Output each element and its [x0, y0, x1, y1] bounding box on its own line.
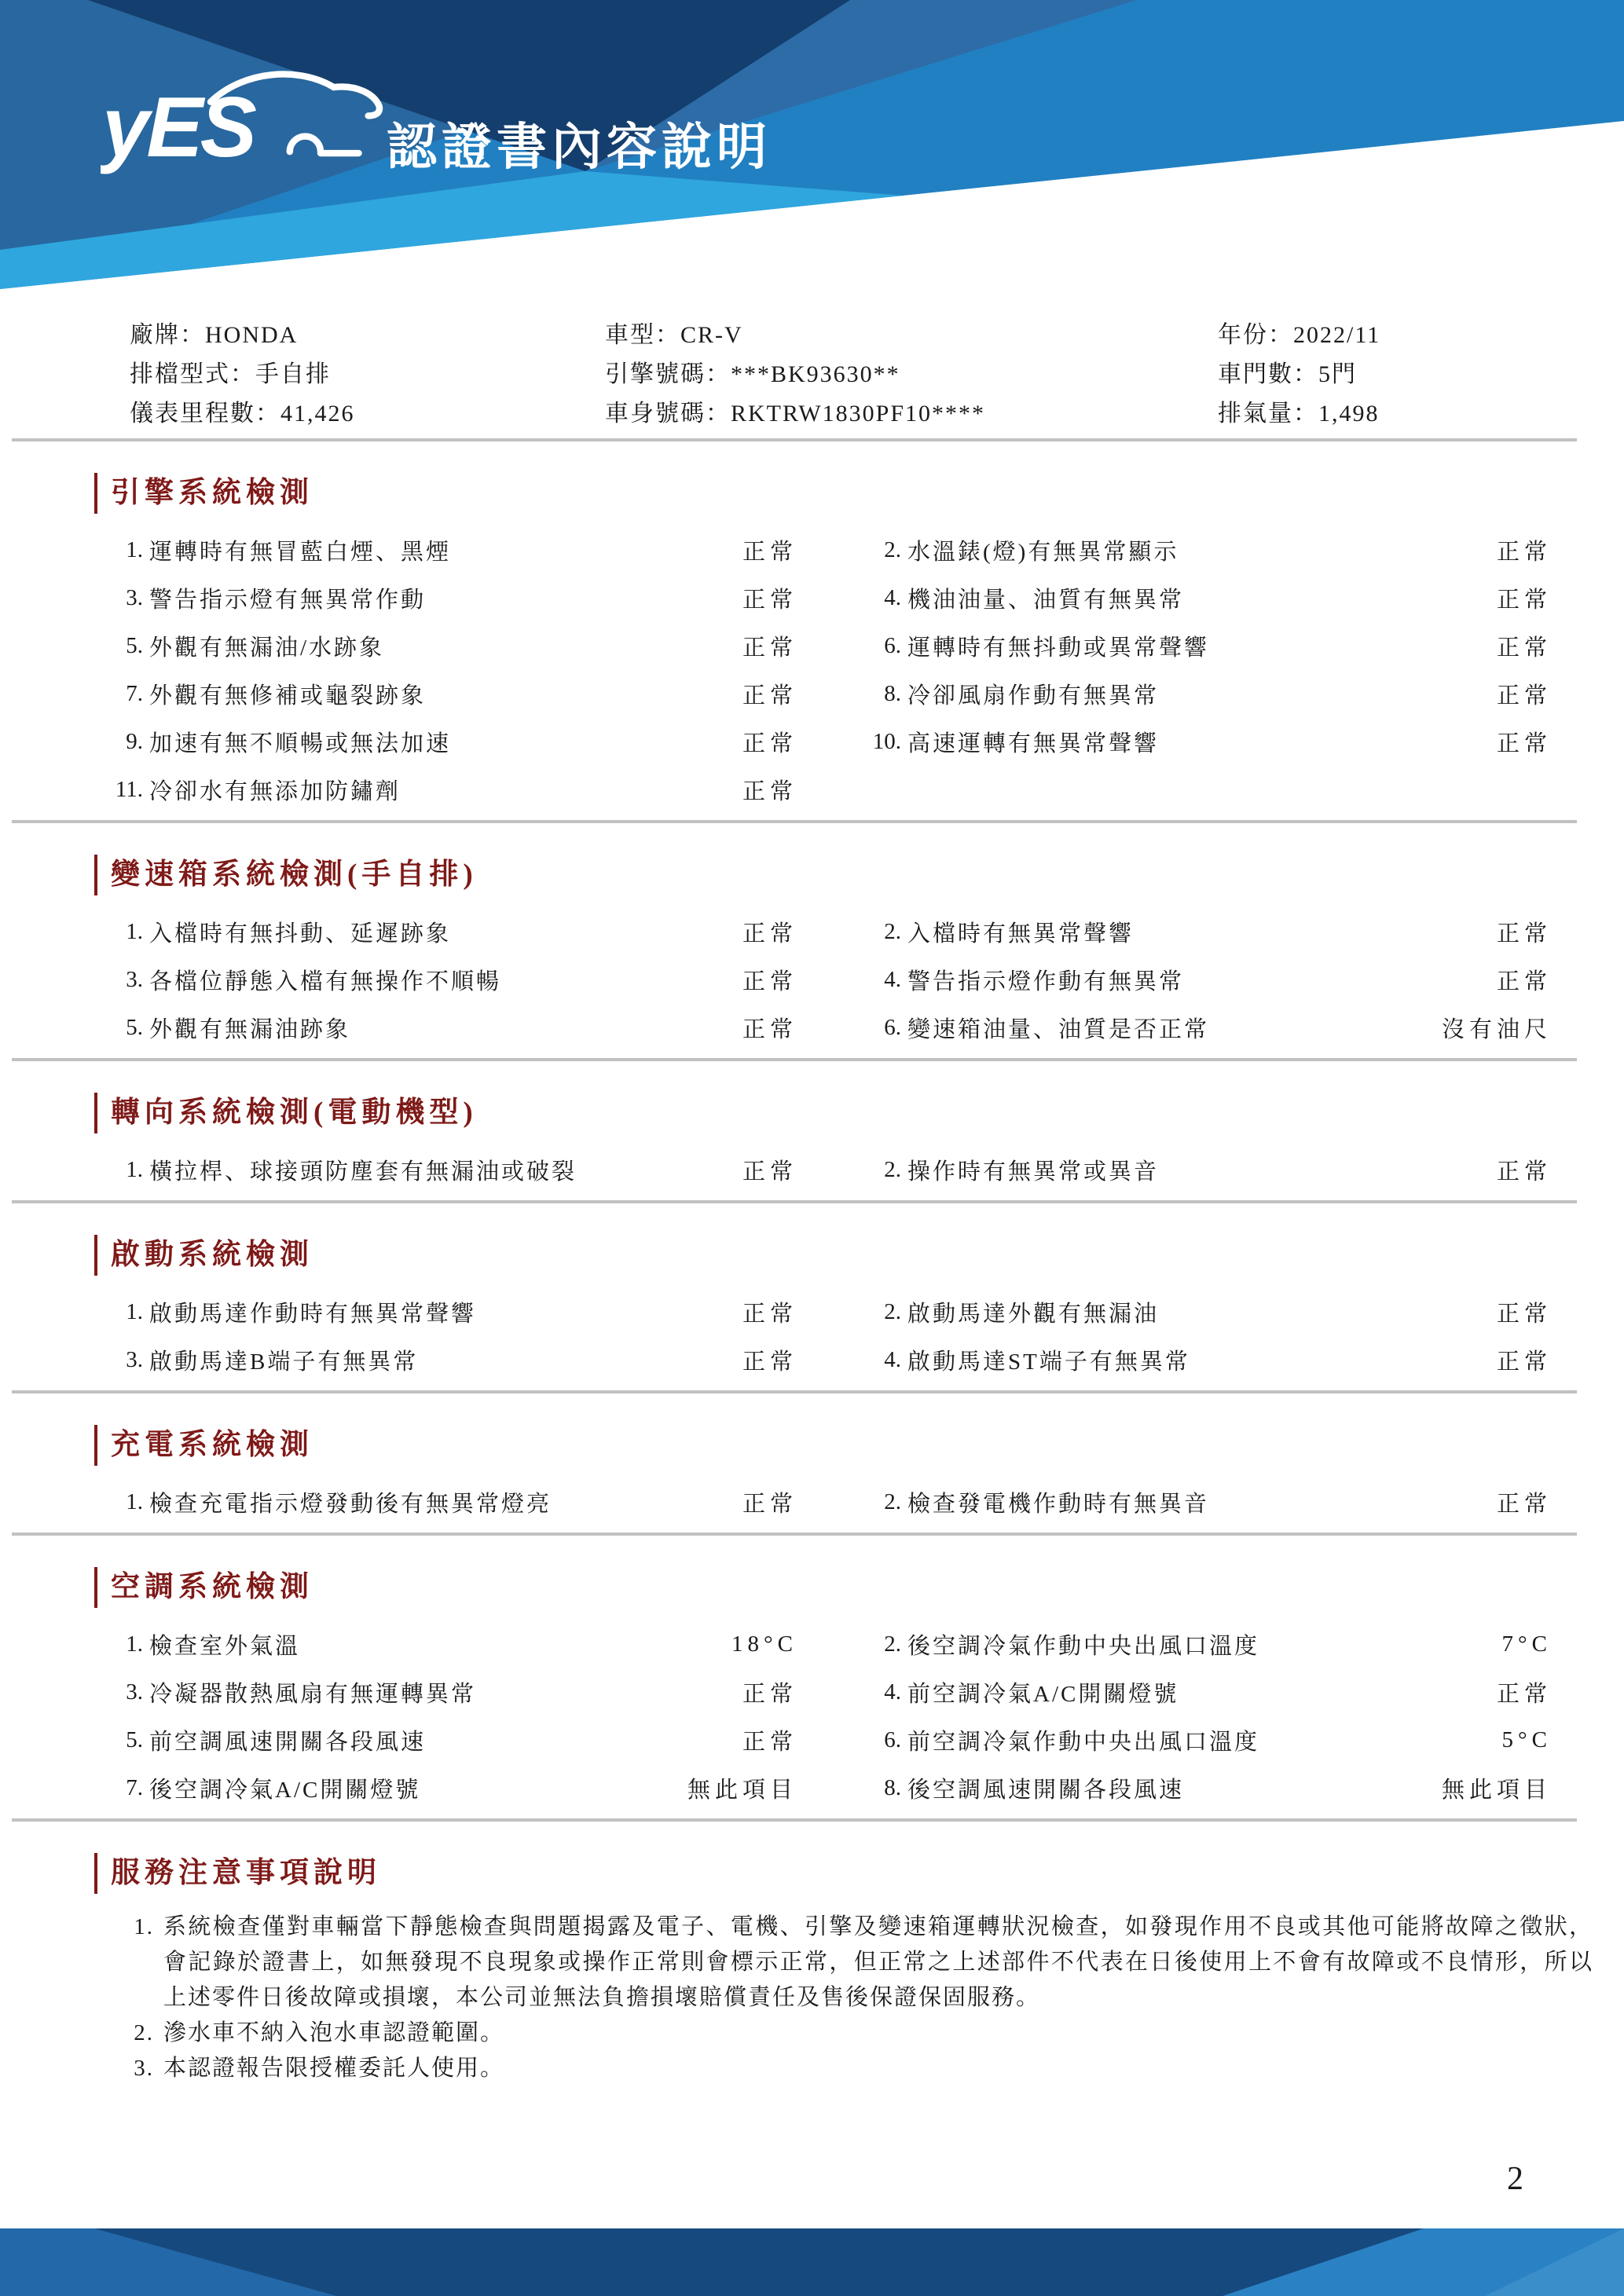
item-label: 操作時有無異常或異音: [907, 1159, 1160, 1185]
section-steering: [0, 1093, 1624, 1203]
section-rows: [102, 1620, 1624, 1812]
car-wheel-arch: [290, 137, 321, 152]
item-number: 1.: [126, 1299, 143, 1324]
item-result: 無此項目: [1441, 1778, 1552, 1803]
item-number: 8.: [884, 1775, 901, 1800]
section-aircon: [0, 1567, 1624, 1822]
item-label: 後空調冷氣A/C開關燈號: [149, 1778, 421, 1803]
item-result: 正常: [742, 1492, 797, 1517]
item-result: 正常: [742, 588, 797, 613]
item-number: 1.: [126, 1489, 143, 1514]
header-banner: [0, 0, 1624, 298]
item-number: 1.: [126, 1631, 143, 1657]
inspection-item: [860, 726, 1552, 758]
section-title: 轉向系統檢測(電動機型): [94, 1093, 1624, 1133]
item-number: 3.: [126, 1347, 143, 1372]
inspection-item: [102, 1724, 797, 1756]
vehicle-info-field: 排檔型式：手自排: [130, 361, 331, 387]
inspection-item: [860, 1628, 1552, 1661]
inspection-row: [102, 956, 1624, 1004]
item-label: 外觀有無漏油跡象: [149, 1017, 351, 1042]
item-number: 5.: [126, 1727, 143, 1752]
logo-text: yES: [101, 79, 255, 174]
inspection-item: [860, 534, 1552, 566]
vehicle-info-field: 廠牌：HONDA: [130, 322, 299, 348]
item-result: 正常: [742, 1682, 797, 1707]
inspection-item: [102, 726, 797, 758]
item-label: 啟動馬達ST端子有無異常: [907, 1349, 1190, 1375]
item-number: 7.: [126, 681, 143, 706]
inspection-row: [102, 1146, 1624, 1194]
inspection-sections: [0, 473, 1624, 1822]
item-result: 正常: [1496, 1492, 1552, 1517]
inspection-item: [860, 1154, 1552, 1186]
item-number: 9.: [126, 729, 143, 754]
section-divider: [12, 1390, 1577, 1393]
inspection-row: [102, 526, 1624, 574]
inspection-item: [102, 678, 797, 710]
item-label: 冷卻風扇作動有無異常: [907, 683, 1160, 709]
note-text: 滲水車不納入泡水車認證範圍。: [163, 2020, 505, 2045]
item-label: 入檔時有無異常聲響: [907, 921, 1135, 947]
inspection-row: [102, 1336, 1624, 1384]
inspection-item: [102, 1486, 797, 1518]
inspection-item: [860, 678, 1552, 710]
inspection-item: [102, 582, 797, 614]
inspection-item: [860, 1296, 1552, 1328]
item-label: 前空調冷氣A/C開關燈號: [907, 1682, 1179, 1707]
inspection-row: [102, 574, 1624, 622]
item-result: 正常: [1496, 588, 1552, 613]
item-label: 橫拉桿、球接頭防塵套有無漏油或破裂: [149, 1159, 577, 1185]
inspection-item: [860, 582, 1552, 614]
inspection-row: [102, 670, 1624, 718]
item-label: 冷卻水有無添加防鏽劑: [149, 779, 401, 804]
section-gearbox: [0, 855, 1624, 1061]
item-result: 正常: [742, 1730, 797, 1755]
service-notes-section: [0, 1853, 1624, 2086]
item-result: 正常: [1496, 969, 1552, 994]
vehicle-info-field: 引擎號碼：***BK93630**: [605, 361, 900, 387]
section-divider: [12, 820, 1577, 823]
inspection-row: [102, 908, 1624, 956]
section-title: 引擎系統檢測: [94, 473, 1624, 514]
item-number: 2.: [884, 1157, 901, 1182]
item-result: 沒有油尺: [1441, 1017, 1552, 1042]
item-number: 10.: [872, 729, 901, 754]
item-result: 正常: [1496, 540, 1552, 565]
item-label: 高速運轉有無異常聲響: [907, 731, 1160, 756]
item-result: 正常: [742, 1302, 797, 1327]
item-number: 2.: [884, 919, 901, 944]
inspection-item: [102, 1628, 797, 1661]
inspection-row: [102, 1668, 1624, 1716]
note-item: [118, 1910, 1624, 2016]
item-label: 檢查室外氣溫: [149, 1634, 301, 1659]
item-result: 正常: [1496, 1302, 1552, 1327]
section-charging: [0, 1425, 1624, 1536]
item-label: 前空調冷氣作動中央出風口溫度: [907, 1730, 1260, 1755]
section-starter: [0, 1235, 1624, 1393]
item-result: 7°C: [1501, 1631, 1552, 1657]
item-number: 7.: [126, 1775, 143, 1800]
item-number: 1.: [126, 1157, 143, 1182]
item-number: 4.: [884, 967, 901, 992]
inspection-item: [102, 1296, 797, 1328]
section-rows: [102, 526, 1624, 814]
section-divider: [12, 438, 1577, 441]
item-label: 啟動馬達B端子有無異常: [149, 1349, 419, 1375]
item-label: 各檔位靜態入檔有無操作不順暢: [149, 969, 502, 994]
item-result: 正常: [1496, 635, 1552, 661]
note-number: 3.: [134, 2056, 154, 2081]
item-label: 變速箱油量、油質是否正常: [907, 1017, 1210, 1042]
inspection-item: [860, 916, 1552, 948]
inspection-row: [102, 1288, 1624, 1336]
inspection-item: [102, 774, 797, 806]
vehicle-info: [130, 313, 1624, 430]
item-number: 1.: [126, 537, 143, 562]
yes-car-logo: [101, 61, 409, 181]
inspection-row: [102, 1716, 1624, 1764]
item-label: 水溫錶(燈)有無異常顯示: [907, 540, 1179, 565]
inspection-item: [860, 1012, 1552, 1044]
item-label: 警告指示燈有無異常作動: [149, 588, 427, 613]
item-number: 2.: [884, 1299, 901, 1324]
item-number: 1.: [126, 919, 143, 944]
item-number: 4.: [884, 1347, 901, 1372]
note-number: 1.: [134, 1914, 154, 1939]
item-result: 正常: [1496, 683, 1552, 709]
item-number: 6.: [884, 1015, 901, 1040]
section-title: 空調系統檢測: [94, 1567, 1624, 1608]
vehicle-info-field: 年份：2022/11: [1218, 322, 1381, 348]
item-result: 正常: [742, 921, 797, 947]
item-label: 後空調風速開關各段風速: [907, 1778, 1185, 1803]
inspection-item: [102, 1344, 797, 1376]
inspection-row: [102, 1478, 1624, 1526]
section-title: 變速箱系統檢測(手自排): [94, 855, 1624, 895]
item-result: 正常: [1496, 1349, 1552, 1375]
page-number: 2: [1507, 2161, 1523, 2197]
item-label: 前空調風速開關各段風速: [149, 1730, 427, 1755]
item-result: 正常: [742, 731, 797, 756]
item-label: 冷凝器散熱風扇有無運轉異常: [149, 1682, 477, 1707]
item-number: 3.: [126, 967, 143, 992]
footer-banner: [0, 2228, 1624, 2296]
item-number: 6.: [884, 1727, 901, 1752]
item-number: 3.: [126, 585, 143, 610]
item-number: 3.: [126, 1679, 143, 1705]
inspection-row: [102, 1004, 1624, 1052]
item-result: 正常: [742, 1159, 797, 1185]
item-result: 正常: [1496, 1682, 1552, 1707]
item-number: 2.: [884, 1489, 901, 1514]
inspection-item: [102, 1012, 797, 1044]
note-item: [118, 2016, 1624, 2051]
item-result: 正常: [742, 683, 797, 709]
section-divider: [12, 1532, 1577, 1536]
inspection-item: [102, 1772, 797, 1804]
inspection-item: [860, 964, 1552, 996]
item-number: 6.: [884, 633, 901, 658]
vehicle-info-field: 儀表里程數：41,426: [130, 401, 355, 427]
section-rows: [102, 1478, 1624, 1526]
inspection-item: [102, 630, 797, 662]
inspection-item: [102, 964, 797, 996]
item-label: 運轉時有無抖動或異常聲響: [907, 635, 1210, 661]
item-label: 檢查充電指示燈發動後有無異常燈亮: [149, 1492, 552, 1517]
item-result: 正常: [742, 540, 797, 565]
item-label: 機油油量、油質有無異常: [907, 588, 1185, 613]
note-number: 2.: [134, 2020, 154, 2045]
inspection-item: [102, 1154, 797, 1186]
vehicle-info-field: 排氣量：1,498: [1218, 401, 1380, 427]
inspection-row: [102, 718, 1624, 766]
item-label: 外觀有無修補或龜裂跡象: [149, 683, 427, 709]
item-number: 2.: [884, 1631, 901, 1657]
section-title-service-notes: 服務注意事項說明: [94, 1853, 1624, 1894]
inspection-item: [860, 1724, 1552, 1756]
vehicle-info-field: 車門數：5門: [1218, 361, 1357, 387]
vehicle-info-field: 車身號碼：RKTRW1830PF10****: [605, 401, 986, 427]
inspection-item: [102, 916, 797, 948]
section-rows: [102, 1288, 1624, 1384]
item-result: 正常: [742, 1017, 797, 1042]
item-label: 入檔時有無抖動、延遲跡象: [149, 921, 452, 947]
notes-list: [118, 1910, 1624, 2086]
item-label: 啟動馬達外觀有無漏油: [907, 1302, 1160, 1327]
inspection-row: [102, 622, 1624, 670]
item-number: 4.: [884, 1679, 901, 1705]
item-result: 無此項目: [687, 1778, 797, 1803]
item-label: 後空調冷氣作動中央出風口溫度: [907, 1634, 1260, 1659]
section-rows: [102, 1146, 1624, 1194]
item-number: 5.: [126, 1015, 143, 1040]
item-label: 外觀有無漏油/水跡象: [149, 635, 385, 661]
item-label: 檢查發電機作動時有無異音: [907, 1492, 1210, 1517]
item-label: 警告指示燈作動有無異常: [907, 969, 1185, 994]
item-result: 正常: [1496, 1159, 1552, 1185]
inspection-row: [102, 1764, 1624, 1812]
item-result: 5°C: [1501, 1727, 1552, 1752]
section-engine: [0, 473, 1624, 823]
section-title: 啟動系統檢測: [94, 1235, 1624, 1276]
inspection-item: [860, 1344, 1552, 1376]
inspection-item: [860, 630, 1552, 662]
inspection-item: [860, 1676, 1552, 1708]
footer-background-shapes: [0, 2228, 1624, 2296]
inspection-item: [102, 1676, 797, 1708]
inspection-item: [102, 534, 797, 566]
section-divider: [12, 1200, 1577, 1203]
note-text: 本認證報告限授權委託人使用。: [163, 2056, 505, 2081]
section-title: 充電系統檢測: [94, 1425, 1624, 1466]
item-label: 啟動馬達作動時有無異常聲響: [149, 1302, 477, 1327]
item-result: 正常: [742, 635, 797, 661]
item-result: 18°C: [731, 1631, 797, 1657]
item-number: 4.: [884, 585, 901, 610]
section-divider: [12, 1818, 1577, 1822]
item-result: 正常: [742, 1349, 797, 1375]
note-item: [118, 2051, 1624, 2086]
item-number: 11.: [115, 777, 143, 802]
section-rows: [102, 908, 1624, 1052]
item-result: 正常: [1496, 921, 1552, 947]
note-text: 系統檢查僅對車輛當下靜態檢查與問題揭露及電子、電機、引擎及變速箱運轉狀況檢查，如發現作用不良或其他可能將故障之徵狀，會記錄於證書上，如無發現不良現象或操作正常則會標示正常，但正常之上述部件不代表在日後使用上不會有故障或不良情形，所以上述零件日後故障或損壞，本公司並無法負擔損壞賠償責任及售後保證保固服務。: [163, 1914, 1593, 2010]
item-result: 正常: [1496, 731, 1552, 756]
item-number: 8.: [884, 681, 901, 706]
inspection-row: [102, 766, 1624, 814]
inspection-row: [102, 1620, 1624, 1668]
item-number: 2.: [884, 537, 901, 562]
inspection-item: [860, 1486, 1552, 1518]
page-title: 認證書內容說明: [387, 119, 772, 175]
item-label: 加速有無不順暢或無法加速: [149, 731, 452, 756]
item-label: 運轉時有無冒藍白煙、黑煙: [149, 540, 452, 565]
item-number: 5.: [126, 633, 143, 658]
item-result: 正常: [742, 779, 797, 804]
item-result: 正常: [742, 969, 797, 994]
inspection-item: [860, 1772, 1552, 1804]
section-divider: [12, 1058, 1577, 1061]
vehicle-info-field: 車型：CR-V: [605, 322, 743, 348]
